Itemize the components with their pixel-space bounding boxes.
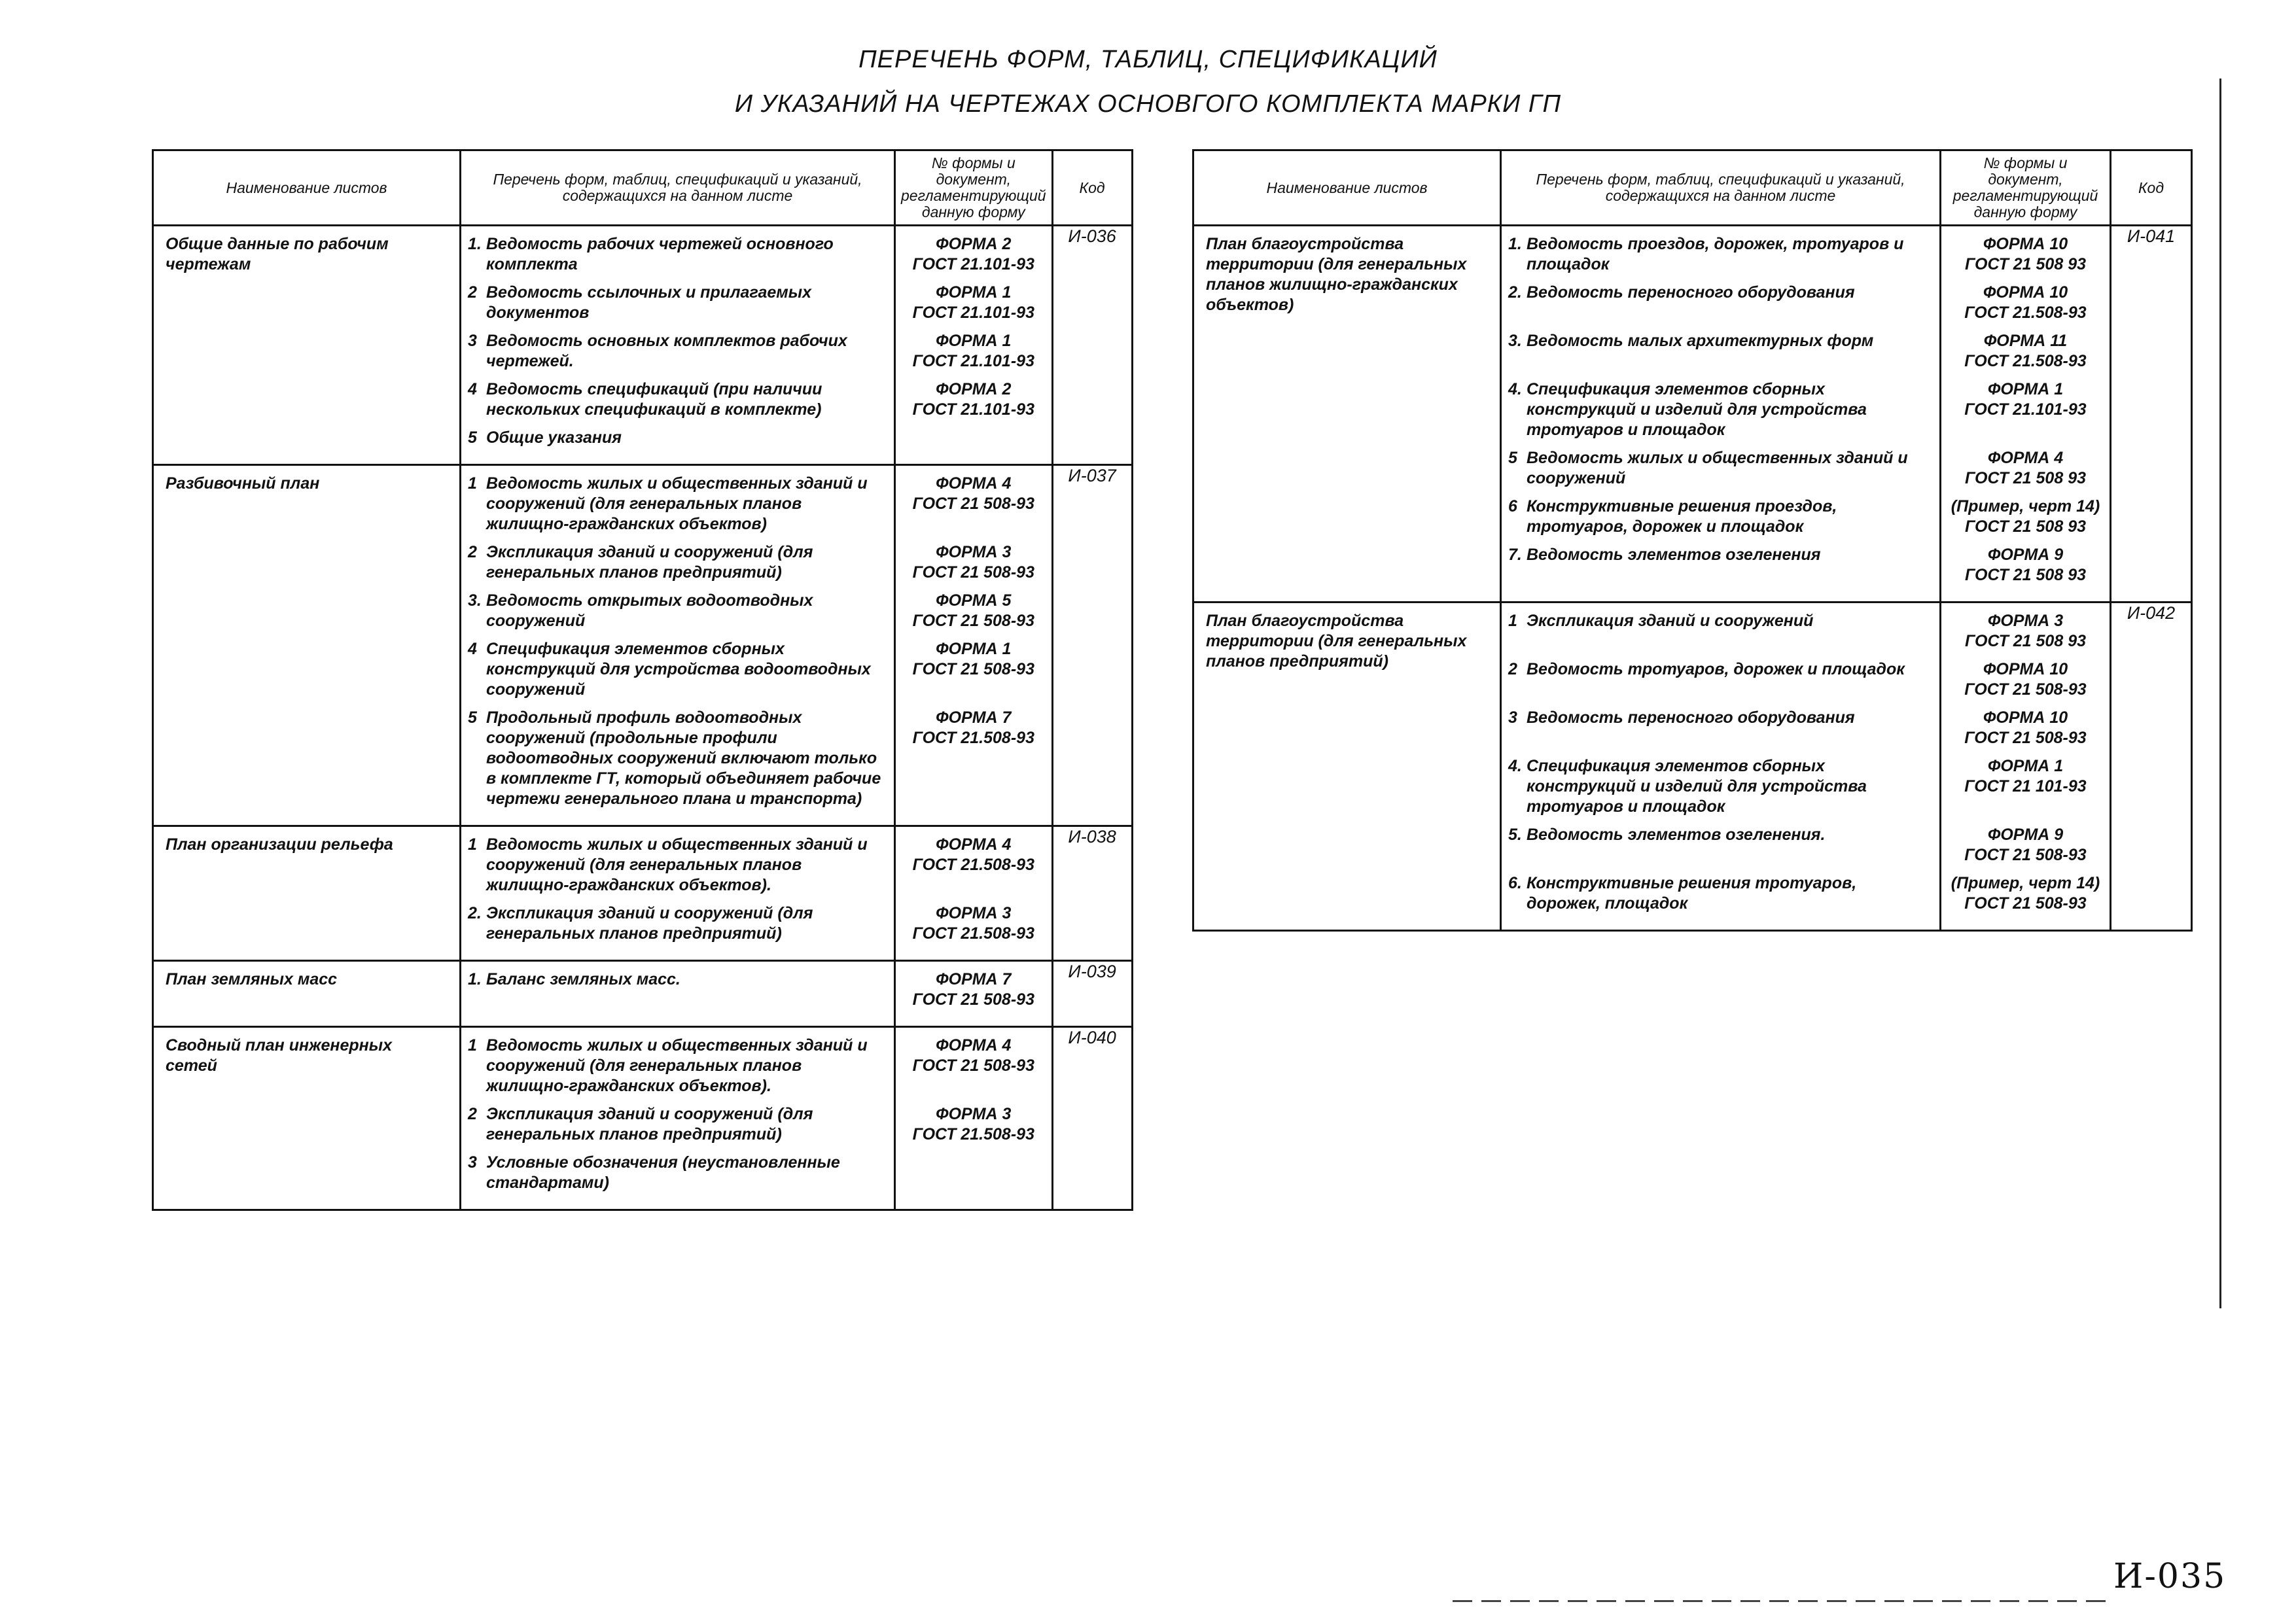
list-item: [1508, 379, 1933, 440]
form-number: ФОРМА 9: [1987, 826, 2064, 844]
forms-list-cell: [461, 226, 895, 465]
item-number: 5: [468, 708, 477, 727]
gost-reference: ГОСТ 21 508-93: [912, 1056, 1034, 1075]
list-item: [468, 639, 887, 700]
sheet-name-cell: Общие данные по рабочим чертежам: [153, 226, 461, 465]
gost-reference: ГОСТ 21.508-93: [912, 856, 1034, 874]
gost-reference: ГОСТ 21 508-93: [912, 660, 1034, 678]
item-text: Ведомость спецификаций (при наличии нескольких спецификаций в комплекте): [486, 380, 822, 419]
form-reference: [902, 283, 1045, 323]
item-number: 5.: [1508, 826, 1522, 844]
form-number: ФОРМА 1: [1987, 380, 2064, 398]
form-number: ФОРМА 7: [936, 708, 1012, 727]
item-text: Ведомость рабочих чертежей основного комплекта: [486, 235, 834, 273]
form-reference: [1948, 708, 2103, 748]
form-reference: [902, 474, 1045, 534]
right-forms-table: [1192, 149, 2193, 932]
form-number-cell: [895, 465, 1053, 826]
gost-reference: ГОСТ 21.508-93: [912, 924, 1034, 943]
item-text: Экспликация зданий и сооружений (для генеральных планов предприятий): [486, 1105, 813, 1143]
table-row: [153, 1027, 1133, 1210]
form-reference: [902, 1036, 1045, 1096]
form-number: ФОРМА 10: [1983, 708, 2068, 727]
item-text: Ведомость открытых водоотводных сооружений: [486, 591, 813, 630]
table-header-row: [153, 150, 1133, 226]
sheet-name-cell: Разбивочный план: [153, 465, 461, 826]
list-item: [468, 234, 887, 275]
code-cell: И-040: [1052, 1027, 1132, 1210]
gost-reference: ГОСТ 21 508 93: [1965, 469, 2086, 487]
header-code: Код: [2111, 150, 2192, 226]
form-reference: [902, 1153, 1045, 1193]
header-sheet-name: Наименование листов: [1193, 150, 1501, 226]
item-text: Ведомость элементов озеленения: [1527, 546, 1821, 564]
list-item: [1508, 659, 1933, 700]
item-number: 7.: [1508, 546, 1522, 564]
item-number: 2.: [468, 904, 482, 922]
header-forms-list: Перечень форм, таблиц, спецификаций и указаний, содержащихся на данном листе: [1501, 150, 1941, 226]
form-reference: [1948, 611, 2103, 652]
form-number: ФОРМА 3: [936, 904, 1012, 922]
item-text: Ведомость жилых и общественных зданий и сооружений (для генеральных планов жилищно-гражданских объектов): [486, 474, 868, 533]
item-text: Ведомость переносного оборудования: [1527, 283, 1855, 302]
form-reference: [902, 428, 1045, 448]
form-reference: [902, 1104, 1045, 1145]
item-number: 1.: [468, 970, 482, 988]
list-item: [1508, 611, 1933, 652]
form-number: ФОРМА 2: [936, 235, 1012, 253]
item-text: Конструктивные решения тротуаров, дорожек, площадок: [1527, 874, 1857, 913]
form-number: ФОРМА 4: [1987, 449, 2064, 467]
form-number: ФОРМА 3: [936, 1105, 1012, 1123]
item-number: 1.: [1508, 235, 1522, 253]
form-number: (Пример, черт 14): [1951, 874, 2100, 892]
item-text: Экспликация зданий и сооружений: [1527, 612, 1814, 630]
forms-list-cell: [1501, 226, 1941, 602]
form-reference: [902, 234, 1045, 275]
gost-reference: ГОСТ 21 101-93: [1964, 777, 2087, 795]
form-reference: [1948, 873, 2103, 914]
list-item: [468, 1104, 887, 1145]
list-item: [468, 1036, 887, 1096]
bottom-dashed-line: [1453, 1600, 2107, 1602]
form-number: ФОРМА 10: [1983, 660, 2068, 678]
gost-reference: ГОСТ 21 508 93: [1965, 566, 2086, 584]
form-reference: [902, 835, 1045, 896]
forms-list-cell: [461, 1027, 895, 1210]
forms-list-cell: [461, 961, 895, 1027]
item-number: 5: [1508, 449, 1517, 467]
item-number: 2: [468, 1105, 477, 1123]
gost-reference: ГОСТ 21 508-93: [912, 990, 1034, 1009]
gost-reference: ГОСТ 21 508-93: [912, 563, 1034, 582]
item-number: 6.: [1508, 874, 1522, 892]
item-number: 4: [468, 380, 477, 398]
form-number: ФОРМА 1: [1987, 757, 2064, 775]
table-row: [1193, 226, 2192, 602]
form-number: ФОРМА 3: [936, 543, 1012, 561]
form-reference: [1948, 448, 2103, 489]
form-reference: [1948, 283, 2103, 323]
item-number: 6: [1508, 497, 1517, 515]
form-number: ФОРМА 4: [936, 835, 1012, 854]
list-item: [1508, 331, 1933, 372]
item-text: Ведомость жилых и общественных зданий и сооружений (для генеральных планов жилищно-гражданских объектов).: [486, 835, 868, 894]
form-number: ФОРМА 1: [936, 332, 1012, 350]
header-form-number: № формы и документ, регламентирующий данную форму: [1941, 150, 2111, 226]
document-title-line-1: ПЕРЕЧЕНЬ ФОРМ, ТАБЛИЦ, СПЕЦИФИКАЦИЙ: [858, 46, 1438, 73]
list-item: [1508, 873, 1933, 914]
forms-list-cell: [461, 465, 895, 826]
list-item: [1508, 708, 1933, 748]
item-number: 3.: [468, 591, 482, 610]
item-text: Условные обозначения (неустановленные стандартами): [486, 1153, 840, 1192]
table-row: [153, 961, 1133, 1027]
form-number: ФОРМА 4: [936, 474, 1012, 493]
gost-reference: ГОСТ 21 508-93: [1964, 729, 2087, 747]
left-forms-table: [152, 149, 1133, 1211]
gost-reference: ГОСТ 21 508-93: [1964, 680, 2087, 699]
list-item: [1508, 545, 1933, 585]
form-reference: [1948, 497, 2103, 537]
form-number-cell: [1941, 602, 2111, 931]
table-row: [153, 226, 1133, 465]
table-row: [1193, 602, 2192, 931]
document-title-line-2: И УКАЗАНИЙ НА ЧЕРТЕЖАХ ОСНОВГОГО КОМПЛЕКТА МАРКИ ГП: [734, 90, 1562, 118]
item-text: Ведомость элементов озеленения.: [1527, 826, 1826, 844]
item-text: Спецификация элементов сборных конструкций для устройства водоотводных сооружений: [486, 640, 871, 699]
right-margin-line: [2219, 79, 2221, 1308]
list-item: [468, 542, 887, 583]
item-text: Ведомость тротуаров, дорожек и площадок: [1527, 660, 1905, 678]
item-number: 1: [1508, 612, 1517, 630]
list-item: [468, 1153, 887, 1193]
header-sheet-name: Наименование листов: [153, 150, 461, 226]
table-row: [153, 465, 1133, 826]
item-text: Ведомость переносного оборудования: [1527, 708, 1855, 727]
form-reference: [902, 379, 1045, 420]
form-reference: [1948, 234, 2103, 275]
item-number: 2: [468, 283, 477, 302]
item-text: Спецификация элементов сборных конструкций и изделий для устройства тротуаров и площадок: [1527, 757, 1867, 816]
form-reference: [1948, 825, 2103, 865]
form-number: ФОРМА 10: [1983, 235, 2068, 253]
item-number: 3.: [1508, 332, 1522, 350]
item-number: 3: [468, 1153, 477, 1172]
item-text: Экспликация зданий и сооружений (для генеральных планов предприятий): [486, 543, 813, 582]
gost-reference: ГОСТ 21 508-93: [1964, 894, 2087, 913]
forms-list-cell: [1501, 602, 1941, 931]
gost-reference: ГОСТ 21.101-93: [912, 352, 1034, 370]
form-number: ФОРМА 1: [936, 640, 1012, 658]
list-item: [468, 428, 887, 448]
form-reference: [902, 969, 1045, 1010]
form-number: ФОРМА 3: [1987, 612, 2064, 630]
item-number: 4.: [1508, 757, 1522, 775]
list-item: [468, 969, 887, 1010]
form-number: ФОРМА 1: [936, 283, 1012, 302]
item-number: 1: [468, 474, 477, 493]
item-number: 4.: [1508, 380, 1522, 398]
item-text: Спецификация элементов сборных конструкций и изделий для устройства тротуаров и площадок: [1527, 380, 1867, 439]
form-number-cell: [895, 226, 1053, 465]
item-text: Продольный профиль водоотводных сооружений (продольные профили водоотводных сооружений включают только в комплекте ГТ, который объединяет рабочие чертежи генерального плана и транспорта): [486, 708, 881, 808]
form-reference: [902, 903, 1045, 944]
item-text: Ведомость основных комплектов рабочих чертежей.: [486, 332, 847, 370]
item-text: Общие указания: [486, 428, 622, 447]
form-number: ФОРМА 4: [936, 1036, 1012, 1055]
gost-reference: ГОСТ 21 508-93: [1964, 846, 2087, 864]
form-number-cell: [1941, 226, 2111, 602]
item-number: 1: [468, 835, 477, 854]
gost-reference: ГОСТ 21 508-93: [912, 495, 1034, 513]
form-reference: [902, 542, 1045, 583]
header-form-number: № формы и документ, регламентирующий данную форму: [895, 150, 1053, 226]
forms-list-cell: [461, 826, 895, 961]
list-item: [1508, 234, 1933, 275]
list-item: [1508, 497, 1933, 537]
form-number-cell: [895, 1027, 1053, 1210]
item-number: 3: [1508, 708, 1517, 727]
list-item: [468, 331, 887, 372]
gost-reference: ГОСТ 21.101-93: [912, 400, 1034, 419]
item-text: Ведомость жилых и общественных зданий и сооружений (для генеральных планов жилищно-гражданских объектов).: [486, 1036, 868, 1095]
item-number: 1.: [468, 235, 482, 253]
item-number: 2.: [1508, 283, 1522, 302]
gost-reference: ГОСТ 21 508 93: [1965, 517, 2086, 536]
item-text: Ведомость малых архитектурных форм: [1527, 332, 1874, 350]
form-number: (Пример, черт 14): [1951, 497, 2100, 515]
form-reference: [902, 639, 1045, 700]
gost-reference: ГОСТ 21.101-93: [912, 255, 1034, 273]
code-cell: И-037: [1052, 465, 1132, 826]
form-reference: [1948, 379, 2103, 440]
gost-reference: ГОСТ 21.508-93: [1964, 352, 2087, 370]
form-reference: [1948, 331, 2103, 372]
form-number: ФОРМА 9: [1987, 546, 2064, 564]
form-number-cell: [895, 826, 1053, 961]
item-number: 4: [468, 640, 477, 658]
sheet-name-cell: План земляных масс: [153, 961, 461, 1027]
list-item: [1508, 756, 1933, 817]
code-cell: И-038: [1052, 826, 1132, 961]
gost-reference: ГОСТ 21.101-93: [1964, 400, 2087, 419]
code-cell: И-039: [1052, 961, 1132, 1027]
form-number-cell: [895, 961, 1053, 1027]
table-row: [153, 826, 1133, 961]
gost-reference: ГОСТ 21 508 93: [1965, 632, 2086, 650]
gost-reference: ГОСТ 21.508-93: [912, 729, 1034, 747]
item-text: Конструктивные решения проездов, тротуаров, дорожек и площадок: [1527, 497, 1837, 536]
list-item: [1508, 283, 1933, 323]
header-code: Код: [1052, 150, 1132, 226]
sheet-name-cell: План благоустройства территории (для генеральных планов предприятий): [1193, 602, 1501, 931]
gost-reference: ГОСТ 21.101-93: [912, 304, 1034, 322]
gost-reference: ГОСТ 21 508 93: [1965, 255, 2086, 273]
table-header-row: [1193, 150, 2192, 226]
form-reference: [1948, 756, 2103, 817]
item-number: 5: [468, 428, 477, 447]
sheet-name-cell: Сводный план инженерных сетей: [153, 1027, 461, 1210]
item-text: Баланс земляных масс.: [486, 970, 680, 988]
item-text: Ведомость проездов, дорожек, тротуаров и площадок: [1527, 235, 1904, 273]
form-number: ФОРМА 7: [936, 970, 1012, 988]
form-number: ФОРМА 2: [936, 380, 1012, 398]
header-forms-list: Перечень форм, таблиц, спецификаций и указаний, содержащихся на данном листе: [461, 150, 895, 226]
page-code: И-035: [2113, 1557, 2227, 1596]
list-item: [468, 474, 887, 534]
list-item: [468, 379, 887, 420]
form-reference: [1948, 545, 2103, 585]
item-number: 3: [468, 332, 477, 350]
item-text: Ведомость жилых и общественных зданий и сооружений: [1527, 449, 1908, 487]
list-item: [468, 708, 887, 809]
form-number: ФОРМА 11: [1983, 332, 2068, 350]
gost-reference: ГОСТ 21 508-93: [912, 612, 1034, 630]
list-item: [468, 283, 887, 323]
gost-reference: ГОСТ 21.508-93: [1964, 304, 2087, 322]
form-reference: [1948, 659, 2103, 700]
code-cell: И-042: [2111, 602, 2192, 931]
form-number: ФОРМА 10: [1983, 283, 2068, 302]
gost-reference: ГОСТ 21.508-93: [912, 1125, 1034, 1143]
code-cell: И-041: [2111, 226, 2192, 602]
form-reference: [902, 591, 1045, 631]
list-item: [1508, 825, 1933, 865]
form-reference: [902, 331, 1045, 372]
list-item: [468, 903, 887, 944]
list-item: [1508, 448, 1933, 489]
item-text: Экспликация зданий и сооружений (для генеральных планов предприятий): [486, 904, 813, 943]
list-item: [468, 835, 887, 896]
list-item: [468, 591, 887, 631]
code-cell: И-036: [1052, 226, 1132, 465]
sheet-name-cell: План организации рельефа: [153, 826, 461, 961]
item-text: Ведомость ссылочных и прилагаемых документов: [486, 283, 812, 322]
item-number: 1: [468, 1036, 477, 1055]
form-number: ФОРМА 5: [936, 591, 1012, 610]
form-reference: [902, 708, 1045, 809]
item-number: 2: [468, 543, 477, 561]
item-number: 2: [1508, 660, 1517, 678]
sheet-name-cell: План благоустройства территории (для генеральных планов жилищно-гражданских объектов): [1193, 226, 1501, 602]
